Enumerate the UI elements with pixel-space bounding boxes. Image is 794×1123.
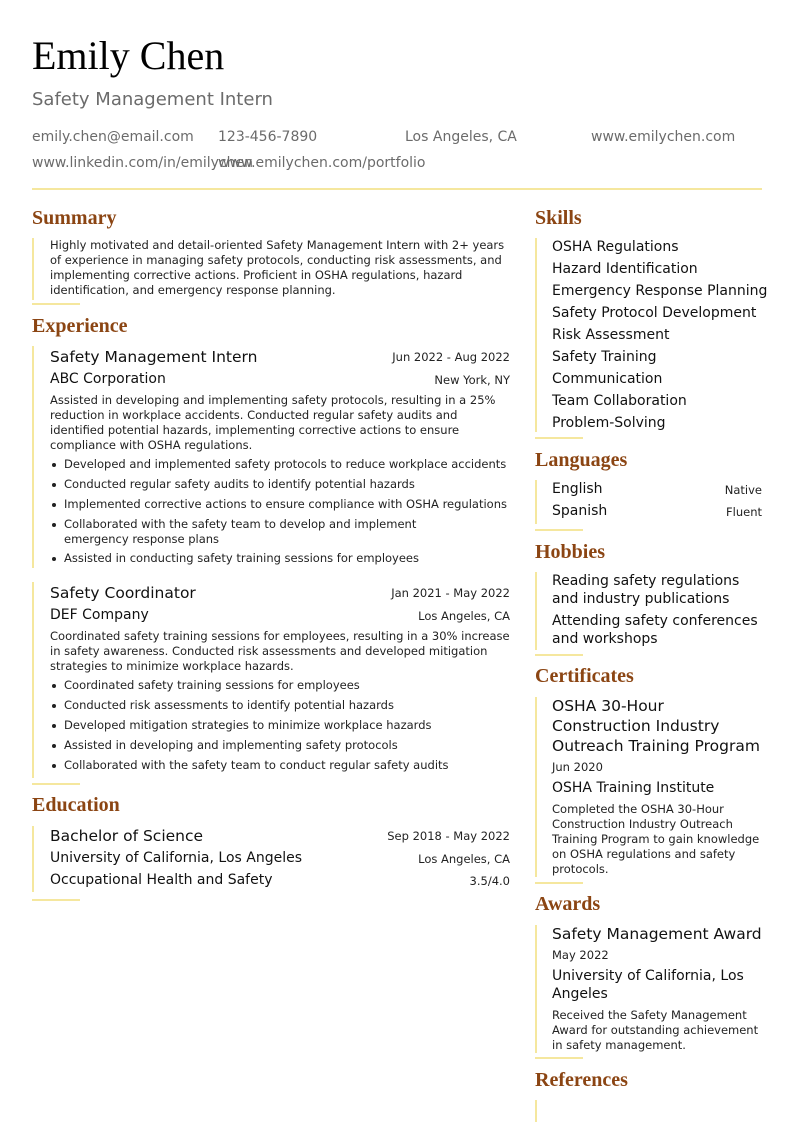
job-bullet: Conducted regular safety audits to identify potential hazards bbox=[50, 477, 510, 492]
education-underbar bbox=[32, 899, 80, 901]
job-bullet: Collaborated with the safety team to develop and implement emergency response plans bbox=[50, 517, 480, 547]
skill-item: OSHA Regulations bbox=[552, 239, 679, 255]
awards-heading: Awards bbox=[535, 893, 601, 915]
skill-item: Hazard Identification bbox=[552, 261, 698, 277]
languages-block bbox=[535, 480, 537, 524]
candidate-name: Emily Chen bbox=[32, 33, 225, 78]
company-name: DEF Company bbox=[50, 607, 149, 623]
skill-item: Communication bbox=[552, 371, 663, 387]
certificates-underbar bbox=[535, 882, 583, 884]
summary-text: Highly motivated and detail-oriented Safety Management Intern with 2+ years of experience in managing safety protocols, conducting risk assessments, and implementing corrective actions. Proficient in OSHA regulations, hazard identification, and emergency response planning. bbox=[50, 238, 505, 297]
language-name: English bbox=[552, 481, 603, 497]
job-dates: Jan 2021 - May 2022 bbox=[391, 586, 510, 600]
certificate-description: Completed the OSHA 30-Hour Construction Industry Outreach Training Program to gain knowledge on OSHA regulations and safety protocols. bbox=[552, 802, 760, 876]
location-text: Los Angeles, CA bbox=[405, 129, 517, 145]
award-issuer: University of California, Los Angeles bbox=[552, 968, 744, 1002]
website-link[interactable]: www.emilychen.com bbox=[591, 129, 736, 145]
skill-item: Safety Training bbox=[552, 349, 657, 365]
skill-item: Emergency Response Planning bbox=[552, 283, 768, 299]
job-dates: Jun 2022 - Aug 2022 bbox=[392, 350, 510, 364]
hobbies-heading: Hobbies bbox=[535, 541, 606, 563]
references-heading: References bbox=[535, 1069, 628, 1091]
company-name: ABC Corporation bbox=[50, 371, 166, 387]
award-description: Received the Safety Management Award for outstanding achievement in safety management. bbox=[552, 1008, 759, 1052]
summary-block bbox=[32, 238, 34, 300]
hobbies-underbar bbox=[535, 654, 583, 656]
certificates-heading: Certificates bbox=[535, 665, 634, 687]
school-location: Los Angeles, CA bbox=[418, 852, 510, 866]
phone-number[interactable]: 123-456-7890 bbox=[218, 129, 318, 145]
skill-item: Team Collaboration bbox=[552, 393, 687, 409]
job-description: Coordinated safety training sessions for employees, resulting in a 30% increase in safety awareness. Conducted risk assessments and developed mitigation strategies to minimize workplace hazards. bbox=[50, 629, 510, 673]
job-bullet: Developed and implemented safety protocols to reduce workplace accidents bbox=[50, 457, 510, 472]
award-name: Safety Management Award bbox=[552, 925, 762, 943]
email-link[interactable]: emily.chen@email.com bbox=[32, 129, 194, 145]
job-description: Assisted in developing and implementing safety protocols, resulting in a 25% reduction in workplace accidents. Conducted regular safety audits and identified potential hazards, implementing corrective actions to ensure compliance with OSHA regulations. bbox=[50, 393, 496, 452]
skill-item: Safety Protocol Development bbox=[552, 305, 757, 321]
skill-item: Risk Assessment bbox=[552, 327, 670, 343]
award-date: May 2022 bbox=[552, 948, 609, 962]
hobbies-block bbox=[535, 572, 537, 650]
certificate-issuer: OSHA Training Institute bbox=[552, 780, 715, 796]
header-divider bbox=[32, 188, 762, 190]
job-bullet: Developed mitigation strategies to minimize workplace hazards bbox=[50, 718, 510, 733]
language-level: Native bbox=[724, 483, 762, 497]
job-bullet: Implemented corrective actions to ensure compliance with OSHA regulations bbox=[50, 497, 510, 512]
skills-block bbox=[535, 238, 537, 432]
job-bullet: Assisted in conducting safety training sessions for employees bbox=[50, 551, 510, 566]
languages-heading: Languages bbox=[535, 449, 628, 471]
job-bullet: Coordinated safety training sessions for employees bbox=[50, 678, 510, 693]
education-heading: Education bbox=[32, 794, 120, 816]
candidate-title: Safety Management Intern bbox=[32, 89, 273, 110]
degree-name: Bachelor of Science bbox=[50, 827, 204, 845]
job-bullet: Collaborated with the safety team to conduct regular safety audits bbox=[50, 758, 510, 773]
awards-underbar bbox=[535, 1057, 583, 1059]
job-location: Los Angeles, CA bbox=[418, 609, 510, 623]
skills-underbar bbox=[535, 437, 583, 439]
languages-underbar bbox=[535, 529, 583, 531]
school-name: University of California, Los Angeles bbox=[50, 850, 303, 866]
job-title: Safety Management Intern bbox=[50, 348, 258, 366]
certificate-name: OSHA 30-Hour Construction Industry Outreach Training Program bbox=[552, 697, 760, 755]
hobby-item: Attending safety conferences and workshops bbox=[552, 613, 758, 647]
skills-heading: Skills bbox=[535, 207, 582, 229]
job-title: Safety Coordinator bbox=[50, 584, 196, 602]
certificates-block bbox=[535, 697, 537, 877]
awards-block bbox=[535, 925, 537, 1053]
linkedin-link[interactable]: www.linkedin.com/in/emilychen bbox=[32, 155, 253, 171]
experience-block-1 bbox=[32, 346, 34, 568]
job-bullet: Assisted in developing and implementing safety protocols bbox=[50, 738, 510, 753]
hobby-item: Reading safety regulations and industry publications bbox=[552, 573, 740, 607]
references-block bbox=[535, 1100, 537, 1122]
skill-item: Problem-Solving bbox=[552, 415, 666, 431]
education-dates: Sep 2018 - May 2022 bbox=[387, 829, 510, 843]
certificate-date: Jun 2020 bbox=[552, 760, 603, 774]
experience-block-2 bbox=[32, 582, 34, 778]
gpa-value: 3.5/4.0 bbox=[469, 874, 510, 888]
summary-underbar bbox=[32, 303, 80, 305]
experience-heading: Experience bbox=[32, 315, 128, 337]
summary-heading: Summary bbox=[32, 207, 117, 229]
field-of-study: Occupational Health and Safety bbox=[50, 872, 273, 888]
language-level: Fluent bbox=[726, 505, 762, 519]
job-location: New York, NY bbox=[434, 373, 510, 387]
portfolio-link[interactable]: www.emilychen.com/portfolio bbox=[218, 155, 426, 171]
experience-underbar bbox=[32, 783, 80, 785]
job-bullet: Conducted risk assessments to identify potential hazards bbox=[50, 698, 510, 713]
language-name: Spanish bbox=[552, 503, 608, 519]
education-block bbox=[32, 826, 34, 892]
